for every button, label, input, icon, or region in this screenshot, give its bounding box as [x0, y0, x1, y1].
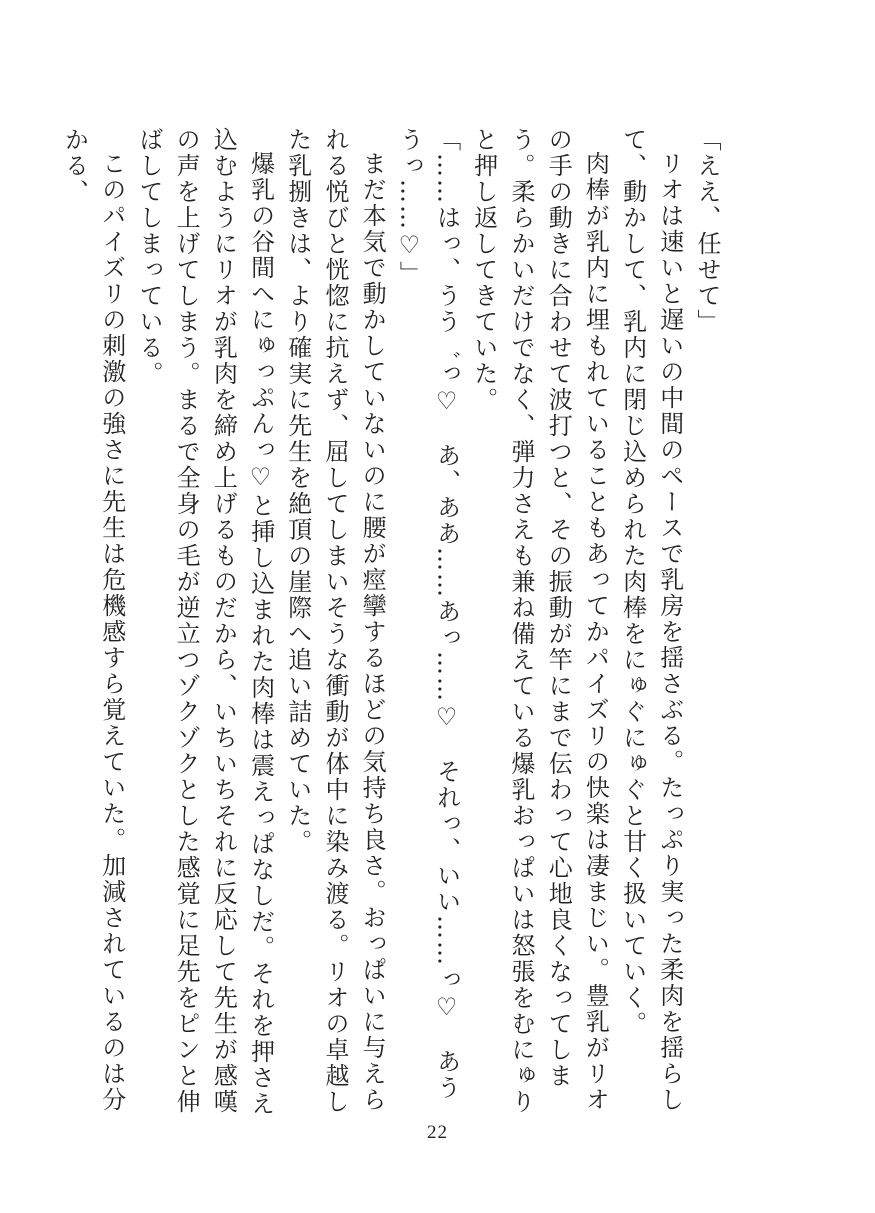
vertical-text-body	[55, 127, 725, 1117]
page-number: 22	[427, 1122, 448, 1143]
paragraph-5: まだ本気で動かしていないのに腰が痙攣するほどの気持ち良さ。おっぱいに与えられる悦びと恍惚に抗えず、屈してしまいそうな衝動が体中に染み渡る。リオの卓越した乳捌きは、より確実に先生を絶頂の崖際へ追い詰めていた。	[283, 127, 387, 1115]
paragraph-3: 肉棒が乳内に埋もれていることもあってかパイズリの快楽は凄まじい。豊乳がリオの手の動きに合わせて波打つと、その振動が竿にまで伝わって心地良くなってしまう。柔らかいだけでなく、弾力さえも兼ね備えている爆乳おっぱいは怒張をむにゅりと押し返してきていた。	[469, 127, 610, 1115]
paragraph-7: このパイズリの刺激の強さに先生は危機感すら覚えていた。加減されているのは分かる、	[60, 127, 126, 1113]
paragraph-2: リオは速いと遅いの中間のペースで乳房を揺さぶる。たっぷり実った柔肉を揺らして、動かして、乳内に閉じ込められた肉棒をにゅぐにゅぐと甘く扱いていく。	[618, 127, 684, 1113]
paragraph-4: 「……はっ、うう゛っ♡ あ、ああ……あっ……♡ それっ、いい……っ♡ あううっ……♡」	[395, 127, 461, 1101]
paragraph-6: 爆乳の谷間へにゅっぷんっ♡と挿し込まれた肉棒は震えっぱなしだ。それを押さえ込むようにリオが乳肉を締め上げるものだから、いちいちそれに反応して先生が感嘆の声を上げてしまう。まるで全身の毛が逆立つゾクゾクとした感覚に足先をピンと伸ばしてしまっている。	[134, 127, 275, 1117]
paragraph-1: 「ええ、任せて」	[693, 127, 721, 335]
